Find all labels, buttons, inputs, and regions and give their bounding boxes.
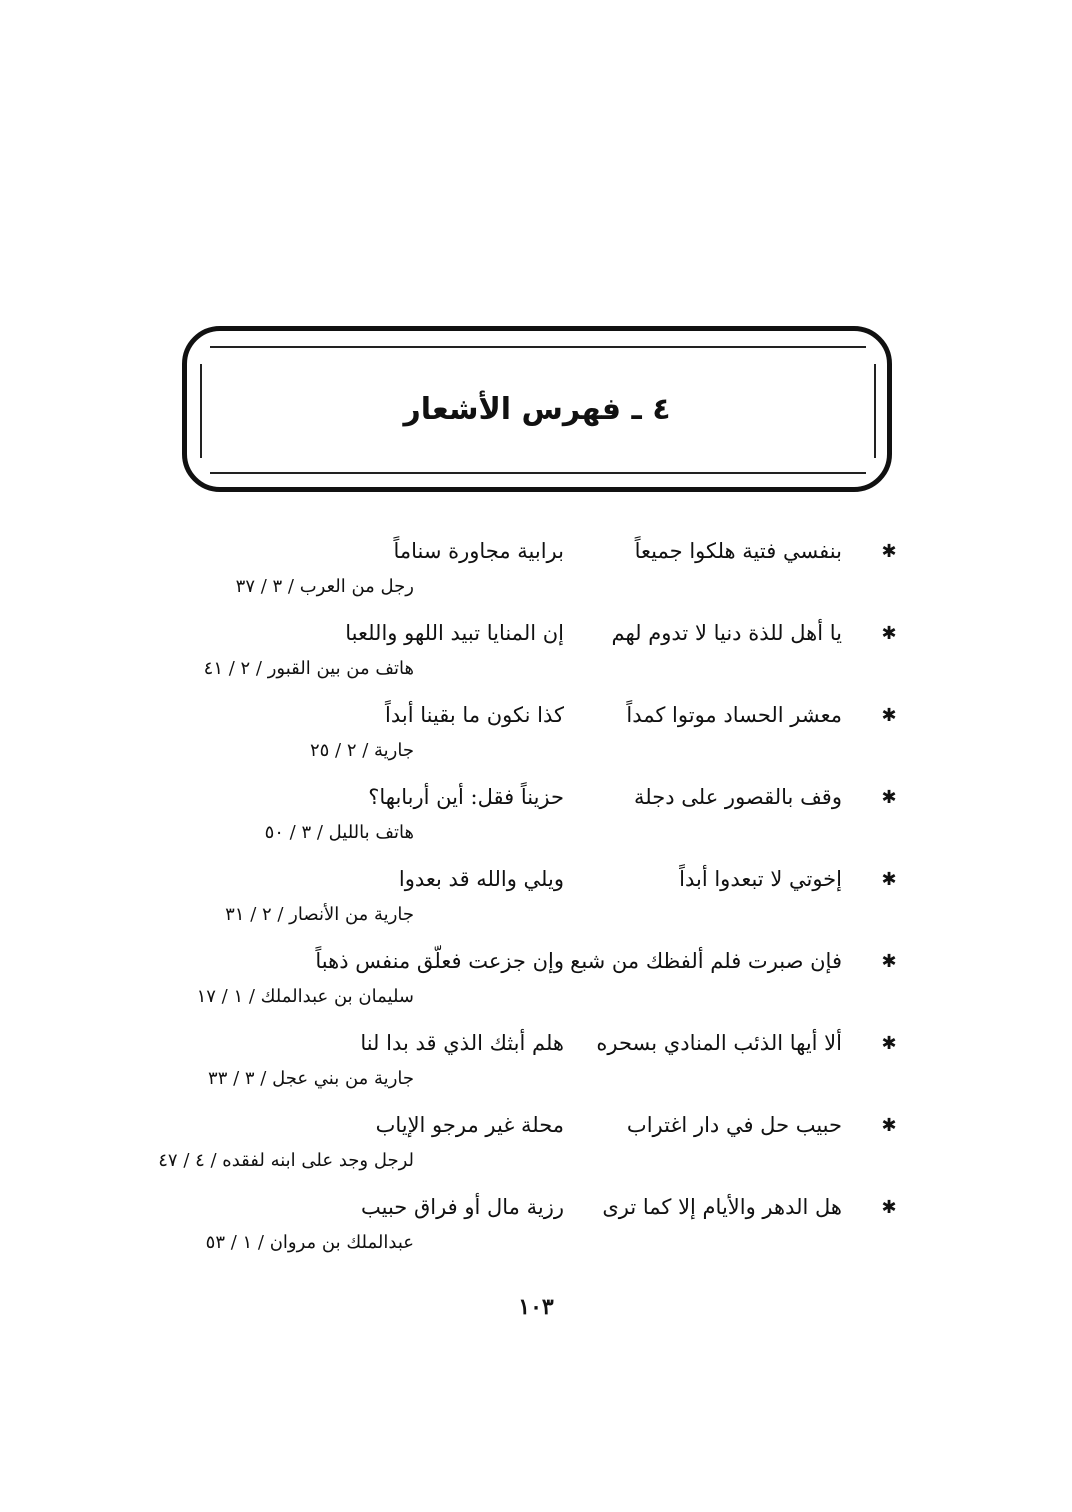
verse-first-hemistich: معشر الحساد موتوا كمداً [626,703,842,727]
verse-attribution: عبدالملك بن مروان / ١ / ٥٣ [205,1232,414,1253]
asterisk-bullet-icon: ✱ [881,705,897,726]
verse-second-hemistich: حزيناً فقل: أين أربابها؟ [368,785,564,809]
asterisk-bullet-icon: ✱ [881,1115,897,1136]
verse-second-hemistich: برابية مجاورة سناماً [393,539,564,563]
list-item [180,528,900,610]
verse-second-hemistich: محلة غير مرجو الإياب [375,1113,564,1137]
verse-first-hemistich: هل الدهر والأيام إلا كما ترى [602,1195,842,1219]
list-item [180,610,900,692]
title-frame-top-rule [210,346,866,348]
asterisk-bullet-icon: ✱ [881,1033,897,1054]
verse-attribution: رجل من العرب / ٣ / ٣٧ [235,576,414,597]
verse-first-hemistich: ألا أيها الذئب المنادي بسحره [596,1031,842,1055]
verse-attribution: هاتف من بين القبور / ٢ / ٤١ [203,658,414,679]
verse-second-hemistich: كذا نكون ما بقينا أبداً [385,703,564,727]
list-item [180,938,900,1020]
poetry-index-list [158,528,900,1266]
verse-first-hemistich: وقف بالقصور على دجلة [634,785,842,809]
verse-first-hemistich: يا أهل للذة دنيا لا تدوم لهم [611,621,842,645]
verse-attribution: جارية / ٢ / ٢٥ [309,740,414,761]
verse-attribution: جارية من الأنصار / ٢ / ٣١ [225,904,414,925]
verse-second-hemistich: ويلي والله قد بعدوا [398,867,564,891]
verse-attribution: لرجل وجد على ابنه لفقده / ٤ / ٤٧ [158,1150,414,1171]
verse-second-hemistich: إن المنايا تبيد اللهو واللعبا [345,621,564,645]
verse-attribution: هاتف بالليل / ٣ / ٥٠ [264,822,414,843]
verse-first-hemistich: حبيب حل في دار اغتراب [626,1113,842,1137]
title-frame-bottom-rule [210,472,866,474]
list-item [180,1020,900,1102]
list-item [180,774,900,856]
verse-second-hemistich: رزية مال أو فراق حبيب [361,1195,564,1219]
asterisk-bullet-icon: ✱ [881,541,897,562]
list-item [180,1184,900,1266]
page-title: ٤ ـ فهرس الأشعار [403,392,671,427]
verse-attribution: سليمان بن عبدالملك / ١ / ١٧ [196,986,414,1007]
verse-first-hemistich: بنفسي فتية هلكوا جميعاً [634,539,842,563]
verse-first-hemistich: فإن صبرت فلم ألفظك من شبع [570,949,842,973]
verse-attribution: جارية من بني عجل / ٣ / ٣٣ [208,1068,414,1089]
list-item [180,856,900,938]
asterisk-bullet-icon: ✱ [881,869,897,890]
list-item [180,692,900,774]
asterisk-bullet-icon: ✱ [881,623,897,644]
verse-second-hemistich: وإن جزعت فعلّق منفس ذهباً [315,949,564,973]
asterisk-bullet-icon: ✱ [881,1197,897,1218]
verse-first-hemistich: إخوتي لا تبعدوا أبداً [679,867,842,891]
verse-second-hemistich: هلم أبثك الذي قد بدا لنا [360,1031,564,1055]
list-item [158,1102,900,1184]
asterisk-bullet-icon: ✱ [881,787,897,808]
asterisk-bullet-icon: ✱ [881,951,897,972]
page-number: ١٠٣ [518,1294,554,1320]
